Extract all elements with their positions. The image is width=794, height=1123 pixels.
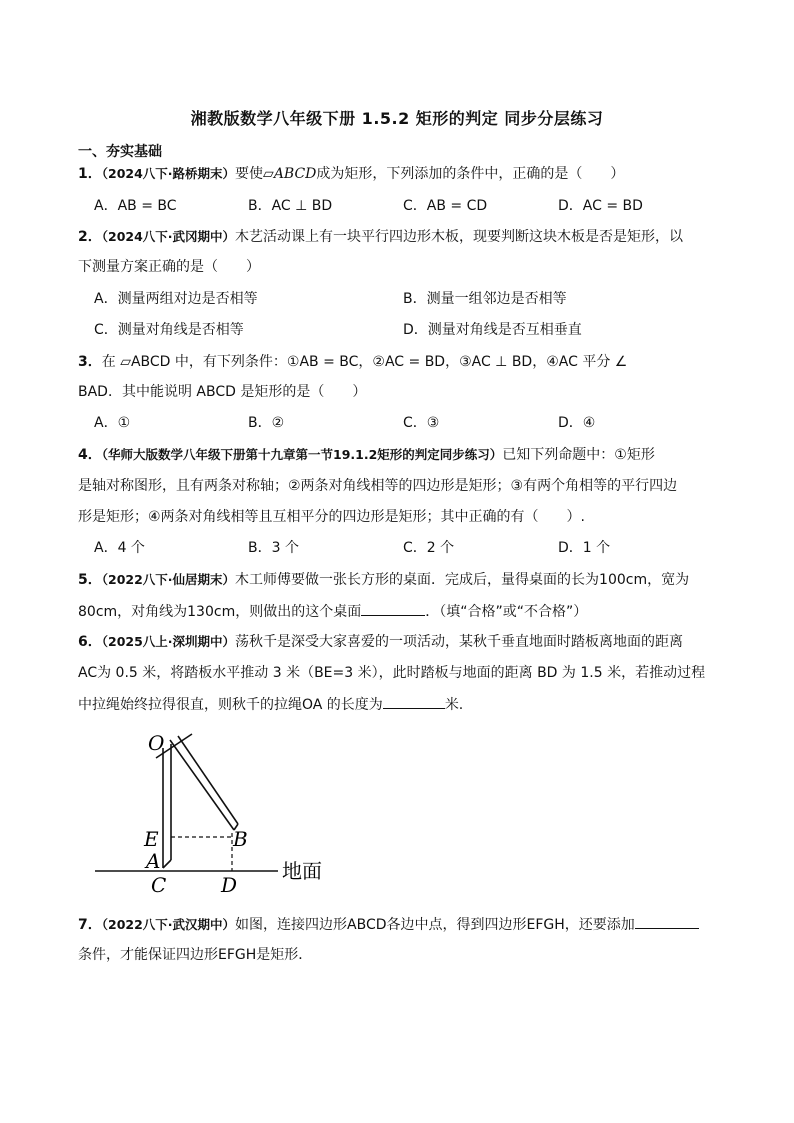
question-number: 4． [78, 447, 102, 463]
question-text: 形是矩形；④两条对角线相等且互相平分的四边形是矩形；其中正确的有（ ）. [78, 509, 585, 525]
point-o-label: O [148, 731, 165, 755]
answer-blank[interactable] [635, 914, 699, 929]
question-source: （华师大版数学八年级下册第十九章第一节19.1.2矩形的判定同步练习） [101, 447, 503, 462]
question-text: 木艺活动课上有一块平行四边形木板，现要判断这块木板是否是矩形，以 [235, 229, 684, 245]
option-c: C．③ [403, 415, 440, 431]
answer-blank[interactable] [383, 694, 445, 709]
option-b: B．AC ⊥ BD [248, 198, 333, 214]
question-number: 6． [78, 634, 102, 650]
option-d: D．测量对角线是否互相垂直 [403, 322, 582, 338]
swing-figure [90, 728, 340, 898]
option-c: C．测量对角线是否相等 [94, 322, 244, 338]
question-source: （2022八下·武汉期中） [101, 917, 236, 932]
option-a: A．4 个 [94, 540, 145, 556]
option-d: D．1 个 [558, 540, 611, 556]
question-3 [78, 352, 627, 372]
question-source: （2022八下·仙居期末） [101, 572, 236, 587]
question-text: ．（填“合格”或“不合格”） [425, 604, 588, 620]
option-d: D．④ [558, 415, 596, 431]
question-text: 成为矩形，下列添加的条件中，正确的是（ ） [316, 166, 625, 182]
option-a: A．① [94, 415, 131, 431]
option-a: A．AB = BC [94, 198, 177, 214]
point-d-label: D [221, 873, 238, 897]
question-5 [78, 570, 689, 590]
question-number: 2． [78, 229, 102, 245]
option-b: B．3 个 [248, 540, 299, 556]
question-text: 中拉绳始终拉得很直，则秋千的拉绳OA 的长度为 [78, 697, 383, 713]
question-text: 如图，连接四边形ABCD各边中点，得到四边形EFGH，还要添加 [235, 917, 635, 933]
question-number: 5． [78, 572, 102, 588]
option-b: B．测量一组邻边是否相等 [403, 291, 567, 307]
point-e-label: E [144, 827, 159, 851]
question-number: 3． [78, 354, 102, 370]
question-text: 条件，才能保证四边形EFGH是矩形． [78, 947, 313, 963]
question-text-line [78, 601, 587, 622]
question-6 [78, 632, 683, 652]
question-number: 1． [78, 166, 102, 182]
answer-blank[interactable] [361, 601, 425, 616]
question-number: 7． [78, 917, 102, 933]
slanted-rope-left [170, 740, 234, 830]
question-7 [78, 914, 699, 935]
option-a: A．测量两组对边是否相等 [94, 291, 258, 307]
question-source: （2024八下·路桥期末） [101, 166, 236, 181]
question-text-line [78, 694, 463, 715]
question-text: 米. [444, 697, 464, 713]
question-math: ▱ABCD [263, 166, 317, 182]
seat-vertical [163, 860, 171, 868]
question-text: 下测量方案正确的是（ ） [78, 259, 260, 275]
point-a-label: A [146, 849, 161, 873]
question-2 [78, 227, 683, 247]
question-text: 木工师傅要做一张长方形的桌面．完成后，量得桌面的长为100cm，宽为 [235, 572, 690, 588]
option-b: B．② [248, 415, 285, 431]
question-text: BAD．其中能说明 ABCD 是矩形的是（ ） [78, 384, 367, 400]
question-text: AC为 0.5 米，将踏板水平推动 3 米（BE=3 米），此时踏板与地面的距离 BD 为 1.5 米，若推动过程 [78, 665, 706, 681]
question-text: 要使 [235, 166, 264, 182]
question-source: （2024八下·武冈期中） [101, 229, 236, 244]
option-c: C．2 个 [403, 540, 455, 556]
document-title: 湘教版数学八年级下册 1.5.2 矩形的判定 同步分层练习 [190, 109, 604, 128]
option-c: C．AB = CD [403, 198, 488, 214]
ground-label: 地面 [282, 859, 322, 883]
slanted-rope-right [178, 736, 238, 824]
point-b-label: B [233, 827, 248, 851]
question-source: （2025八上·深圳期中） [101, 634, 236, 649]
section-heading: 一、夯实基础 [78, 144, 162, 160]
point-c-label: C [151, 873, 167, 897]
question-1 [78, 164, 624, 184]
question-text: 80cm，对角线为130cm，则做出的这个桌面 [78, 604, 362, 620]
option-d: D．AC = BD [558, 198, 643, 214]
question-text: 是轴对称图形，且有两条对称轴；②两条对角线相等的四边形是矩形；③有两个角相等的平行四边 [78, 478, 678, 494]
question-4 [78, 445, 655, 465]
question-text: 在 ▱ABCD 中，有下列条件：①AB = BC，②AC = BD，③AC ⊥ BD，④AC 平分 ∠ [101, 354, 628, 370]
question-text: 已知下列命题中：①矩形 [502, 447, 655, 463]
question-text: 荡秋千是深受大家喜爱的一项活动，某秋千垂直地面时踏板离地面的距离 [235, 634, 684, 650]
